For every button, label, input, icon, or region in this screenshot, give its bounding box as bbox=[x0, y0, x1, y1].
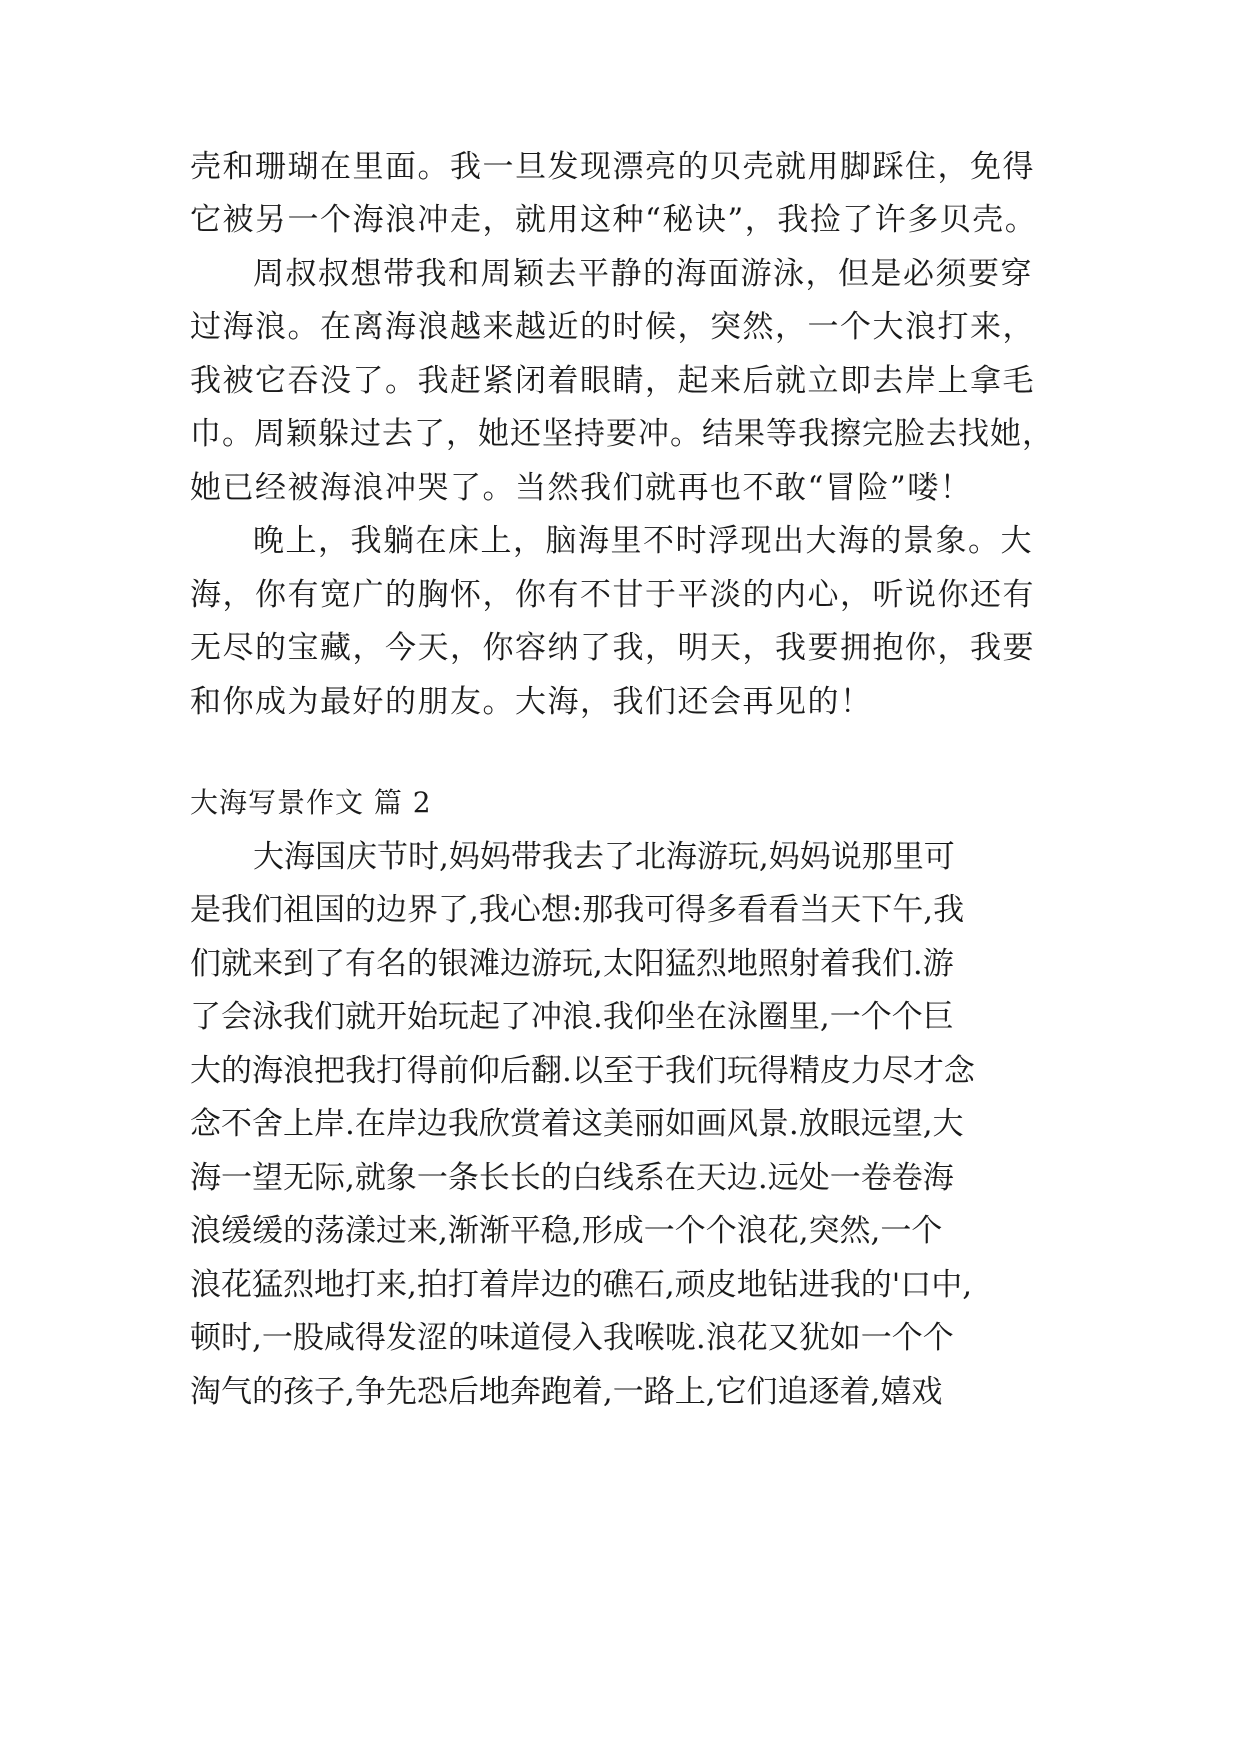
paragraph-line: 无尽的宝藏，今天，你容纳了我，明天，我要拥抱你，我要 bbox=[190, 630, 1035, 666]
paragraph-line: 顿时,一股咸得发涩的味道侵入我喉咙.浪花又犹如一个个 bbox=[190, 1320, 954, 1356]
paragraph-line: 它被另一个海浪冲走，就用这种“秘诀”，我捡了许多贝壳。 bbox=[190, 202, 1038, 238]
paragraph-line: 晚上，我躺在床上，脑海里不时浮现出大海的景象。大 bbox=[253, 523, 1033, 559]
paragraph-line: 浪缓缓的荡漾过来,渐渐平稳,形成一个个浪花,突然,一个 bbox=[190, 1213, 943, 1249]
paragraph-line: 她已经被海浪冲哭了。当然我们就再也不敢“冒险”喽！ bbox=[190, 470, 973, 506]
paragraph-line: 壳和珊瑚在里面。我一旦发现漂亮的贝壳就用脚踩住，免得 bbox=[190, 149, 1035, 185]
paragraph-line: 巾。周颖躲过去了，她还坚持要冲。结果等我擦完脸去找她， bbox=[190, 416, 1054, 452]
paragraph-line: 大海国庆节时,妈妈带我去了北海游玩,妈妈说那里可 bbox=[253, 839, 955, 875]
paragraph-line: 们就来到了有名的银滩边游玩,太阳猛烈地照射着我们.游 bbox=[190, 946, 954, 982]
paragraph-line: 我被它吞没了。我赶紧闭着眼睛，起来后就立即去岸上拿毛 bbox=[190, 363, 1035, 399]
paragraph-line: 大的海浪把我打得前仰后翻.以至于我们玩得精皮力尽才念 bbox=[190, 1053, 975, 1089]
paragraph-line: 周叔叔想带我和周颖去平静的海面游泳，但是必须要穿 bbox=[253, 256, 1033, 292]
paragraph-line: 过海浪。在离海浪越来越近的时候，突然，一个大浪打来， bbox=[190, 309, 1035, 345]
paragraph-line: 念不舍上岸.在岸边我欣赏着这美丽如画风景.放眼远望,大 bbox=[190, 1106, 964, 1142]
paragraph-line: 了会泳我们就开始玩起了冲浪.我仰坐在泳圈里,一个个巨 bbox=[190, 999, 954, 1035]
paragraph-line: 是我们祖国的边界了,我心想:那我可得多看看当天下午,我 bbox=[190, 892, 965, 928]
section-heading: 大海写景作文 篇 2 bbox=[190, 786, 432, 819]
paragraph-line: 海一望无际,就象一条长长的白线系在天边.远处一卷卷海 bbox=[190, 1160, 954, 1196]
paragraph-line: 淘气的孩子,争先恐后地奔跑着,一路上,它们追逐着,嬉戏 bbox=[190, 1374, 943, 1410]
paragraph-line: 和你成为最好的朋友。大海，我们还会再见的！ bbox=[190, 684, 873, 720]
paragraph-line: 浪花猛烈地打来,拍打着岸边的礁石,顽皮地钻进我的'口中, bbox=[190, 1267, 973, 1303]
paragraph-line: 海，你有宽广的胸怀，你有不甘于平淡的内心，听说你还有 bbox=[190, 577, 1035, 613]
